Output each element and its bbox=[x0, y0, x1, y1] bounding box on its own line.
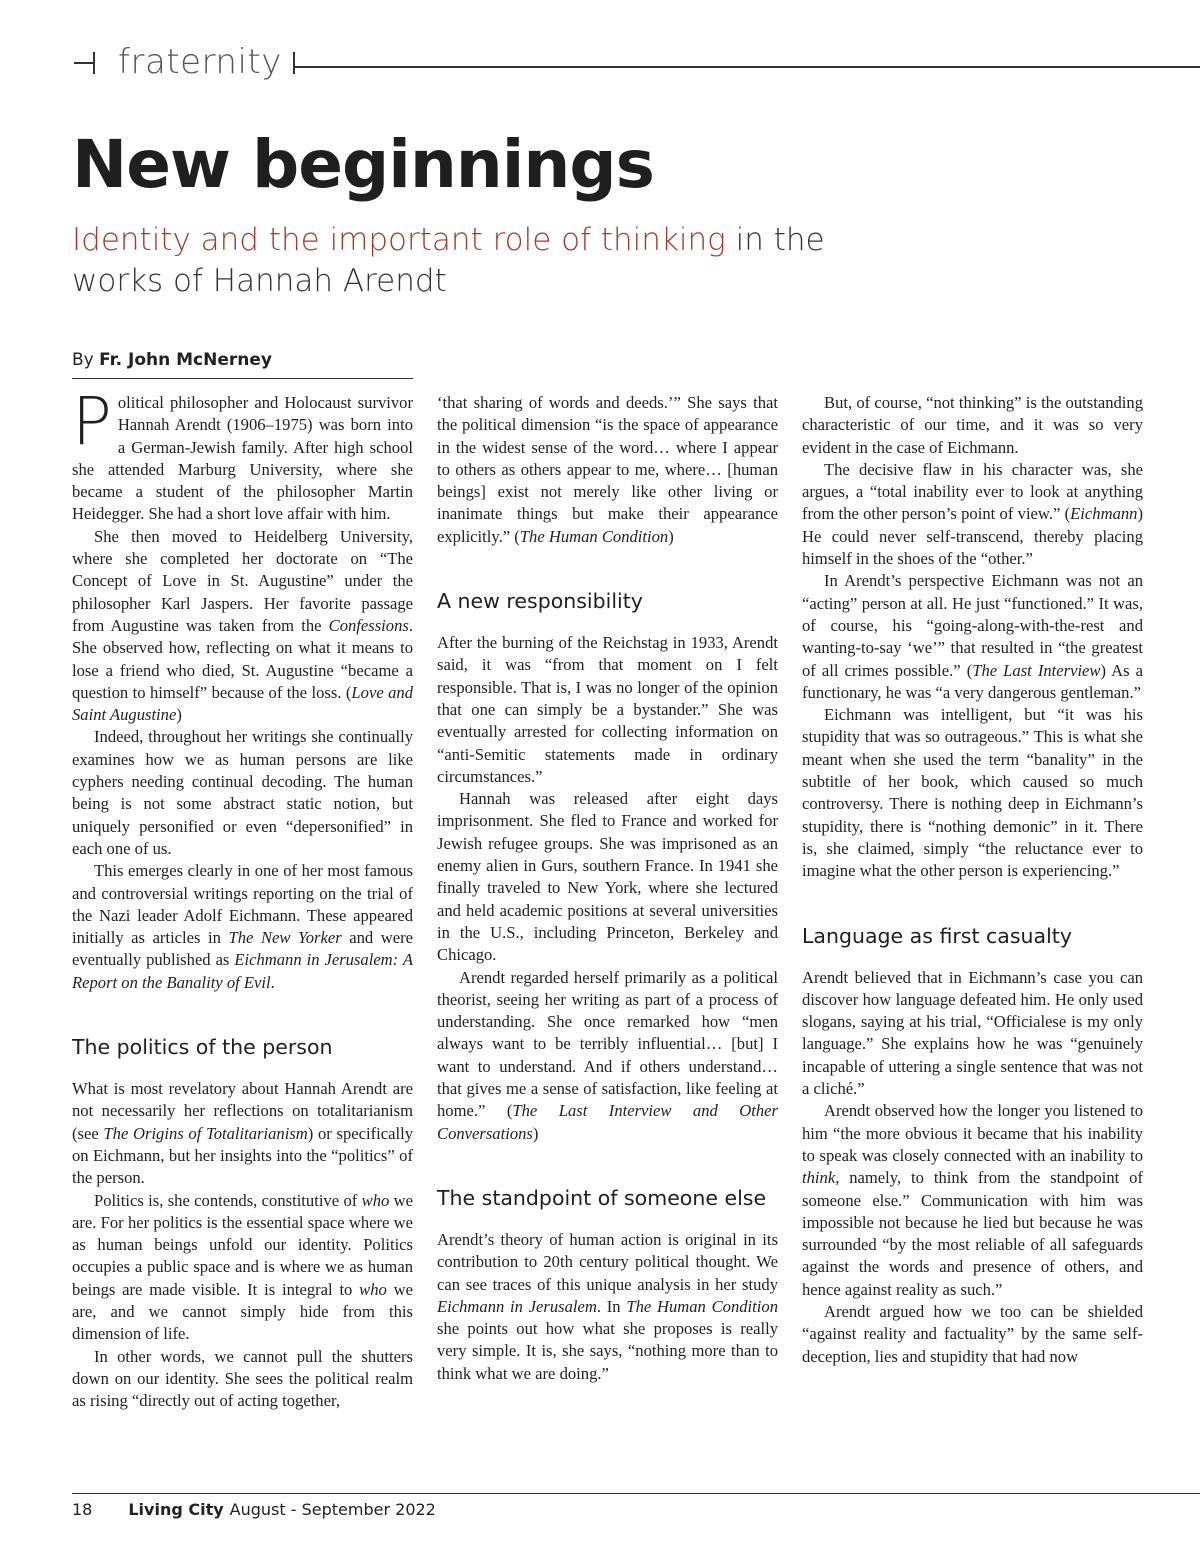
paragraph-text: we are, and we cannot simply hide from this dimension of life. bbox=[72, 1279, 414, 1344]
paragraph-text: we are. For her politics is the essential space where we as human beings unfold our identity. Politics occupies a public space and is where we as human beings are made visible. It is integral to bbox=[72, 1190, 413, 1299]
paragraph bbox=[72, 526, 413, 727]
paragraph bbox=[437, 392, 778, 548]
section-header bbox=[74, 42, 1200, 88]
paragraph-text: . In bbox=[596, 1296, 627, 1316]
paragraph-text: Arendt’s theory of human action is original in its contribution to 20th century political thought. We can see traces of this unique analysis in her study bbox=[437, 1229, 778, 1294]
page-footer bbox=[72, 1500, 436, 1519]
book-title: Confessions bbox=[328, 615, 409, 635]
paragraph: In other words, we cannot pull the shutters down on our identity. She sees the political realm as rising “directly out of acting together, bbox=[72, 1346, 413, 1411]
book-title: The Human Condition bbox=[519, 526, 669, 546]
paragraph: After the burning of the Reichstag in 1933, Arendt said, it was “from that moment on I felt responsible. That is, I was no longer of the opinion that one can simply be a bystander.” She was eventually arrested for collecting information on “anti-Semitic statements made in ordinary circumstances.” bbox=[437, 633, 778, 786]
book-title: Eichmann in Jerusalem bbox=[437, 1296, 597, 1316]
paragraph bbox=[437, 967, 778, 1145]
book-title: The Human Condition bbox=[626, 1296, 778, 1316]
paragraph: Arendt argued how we too can be shielded “against reality and factuality” by the same self-deception, lies and stupidity that had now bbox=[802, 1301, 1143, 1366]
paragraph-text: She then moved to Heidelberg University, where she completed her doctorate on “The Concept of Love in St. Augustine” under the philosopher Karl Jaspers. Her favorite passage from Augustine was taken from the bbox=[72, 526, 413, 635]
emphasis: who bbox=[361, 1190, 390, 1210]
paragraph bbox=[72, 383, 413, 526]
emphasis: think bbox=[802, 1168, 836, 1188]
paragraph-text: ) bbox=[668, 526, 674, 546]
paragraph: Eichmann was intelligent, but “it was his stupidity that was so outrageous.” This is what she meant when she used the term “banality” in the subtitle of her book, which caused so much controversy. There is nothing deep in Eichmann’s stupidity, there is “nothing demonic” in it. There is, she claimed, simply “the reluctance ever to imagine what the other person is experiencing.” bbox=[802, 705, 1143, 881]
book-title: The Last Interview and Other Conversations bbox=[437, 1101, 778, 1143]
section-rule-left bbox=[74, 62, 94, 64]
section-rule-left-cap bbox=[93, 52, 95, 74]
footer-rule bbox=[72, 1493, 1200, 1494]
magazine-name: Living City bbox=[128, 1500, 224, 1519]
paragraph bbox=[437, 1229, 778, 1385]
subheadline-accent: Identity and the important role of thinking bbox=[72, 222, 726, 258]
paragraph: Indeed, throughout her writings she continually examines how we as human persons are like cyphers needing continual decoding. The human being is not some abstract static notion, but uniquely personified or even “depersonified” in each one of us. bbox=[72, 727, 413, 858]
subheadline-rest: in the works of Hannah Arendt bbox=[72, 222, 825, 299]
article-column-3 bbox=[802, 392, 1143, 1368]
paragraph-text: In Arendt’s perspective Eichmann was not an “acting” person at all. He just “functioned.” It was, of course, his “going-along-with-the-rest and wanting-to-say ‘we’” that resulted in “the greatest of all crimes possible.” ( bbox=[802, 571, 1143, 680]
byline bbox=[72, 350, 413, 379]
section-heading: A new responsibility bbox=[437, 589, 643, 614]
paragraph-text: and were eventually published as bbox=[72, 928, 414, 970]
paragraph bbox=[72, 860, 413, 994]
paragraph bbox=[802, 459, 1143, 570]
byline-prefix: By bbox=[72, 350, 100, 370]
issue-date: August - September 2022 bbox=[229, 1500, 436, 1519]
book-title: Eichmann bbox=[1070, 504, 1138, 524]
book-title: Eichmann in Jerusalem: A Report on the Banality of Evil bbox=[72, 950, 413, 992]
paragraph-text: . bbox=[270, 972, 275, 992]
article-column-2 bbox=[437, 392, 778, 1385]
section-heading: The standpoint of someone else bbox=[437, 1185, 767, 1210]
section-label: fraternity bbox=[118, 42, 282, 82]
subheadline bbox=[72, 220, 892, 302]
paragraph bbox=[802, 570, 1143, 704]
paragraph-text: she points out how what she proposes is really very simple. It is, she says, “nothing more than to think what we are doing.” bbox=[437, 1319, 778, 1383]
book-title: The Origins of Totalitarianism bbox=[103, 1123, 308, 1143]
paragraph-text: , namely, to think from the standpoint of someone else.” Communication with him was impossible not because he lied but because he was surrounded “by the most reliable of all safeguards against the words and presence of others, and hence against reality as such.” bbox=[802, 1168, 1143, 1299]
paragraph-text: ) bbox=[532, 1123, 539, 1143]
paragraph bbox=[72, 1078, 413, 1189]
paragraph-text: ) He could never self-transcend, thereby placing himself in the shoes of the “other.” bbox=[802, 504, 1143, 569]
book-title: Love and Saint Augustine bbox=[72, 682, 414, 725]
book-title: The Last Interview bbox=[972, 660, 1101, 680]
paragraph: Arendt believed that in Eichmann’s case you can discover how language defeated him. He only used slogans, saying at his trial, “Officialese is my only language.” She explains how he was “genuinely incapable of uttering a single sentence that was not a cliché.” bbox=[802, 967, 1143, 1099]
emphasis: who bbox=[359, 1279, 387, 1299]
paragraph-text: ) bbox=[176, 705, 182, 725]
article-column-1 bbox=[72, 383, 414, 1412]
headline: New beginnings bbox=[72, 126, 654, 203]
paragraph-text: This emerges clearly in one of her most famous and controversial writings reporting on the trial of the Nazi leader Adolf Eichmann. These appeared initially as articles in bbox=[72, 861, 413, 948]
paragraph-text: Arendt regarded herself primarily as a political theorist, seeing her writing as part of a process of understanding. She once remarked how “men always want to be terribly influential… [but] I want to understand. And if others understand… that gives me a sense of satisfaction, like feeling at home.” ( bbox=[437, 967, 778, 1121]
section-rule bbox=[295, 66, 1200, 68]
page-number: 18 bbox=[72, 1500, 93, 1519]
paragraph-text: The decisive flaw in his character was, she argues, a “total inability ever to look at anything from the other person’s point of view.” ( bbox=[802, 459, 1143, 524]
paragraph-text: ‘that sharing of words and deeds.’” She says that the political dimension “is the space of appearance in the widest sense of the word… where I appear to others as others appear to me, where… [human beings] exist not merely like other living or inanimate things but make their appearance explicitly.” ( bbox=[437, 393, 778, 546]
section-heading: Language as first casualty bbox=[802, 923, 1072, 948]
paragraph bbox=[802, 1100, 1143, 1301]
paragraph bbox=[72, 1190, 413, 1346]
paragraph-text: ) or specifically on Eichmann, but her insights into the “politics” of the person. bbox=[72, 1123, 413, 1188]
paragraph: Hannah was released after eight days imprisonment. She fled to France and worked for Jewish refugee groups. She was imprisoned as an enemy alien in Gurs, southern France. In 1941 she finally traveled to New York, where she lectured and held academic positions at several universities in the U.S., including Princeton, Berkeley and Chicago. bbox=[437, 789, 778, 965]
paragraph-text: . She observed how, reflecting on what it means to lose a friend who died, St. Augustine “became a question to himself” because of the loss. ( bbox=[72, 615, 413, 702]
section-heading: The politics of the person bbox=[72, 1035, 333, 1060]
paragraph-text: olitical philosopher and Holocaust survivor Hannah Arendt (1906–1975) was born into a German-Jewish family. After high school she attended Marburg University, where she became a student of the philosopher Martin Heidegger. She had a short love affair with him. bbox=[72, 393, 413, 524]
paragraph-text: ) As a functionary, he was “a very dangerous gentleman.” bbox=[802, 660, 1143, 702]
paragraph-text: Arendt observed how the longer you listened to him “the more obvious it became that his inability to speak was closely connected with an inability to bbox=[802, 1101, 1143, 1165]
paragraph-text: What is most revelatory about Hannah Arendt are not necessarily her reflections on totalitarianism (see bbox=[72, 1079, 413, 1143]
paragraph-text: Politics is, she contends, constitutive of bbox=[94, 1190, 362, 1210]
section-rule-right-cap bbox=[293, 52, 295, 74]
drop-cap: P bbox=[72, 383, 112, 460]
paragraph: But, of course, “not thinking” is the outstanding characteristic of our time, and it was so very evident in the case of Eichmann. bbox=[802, 393, 1143, 457]
book-title: The New Yorker bbox=[228, 928, 342, 948]
byline-author: Fr. John McNerney bbox=[99, 350, 272, 370]
